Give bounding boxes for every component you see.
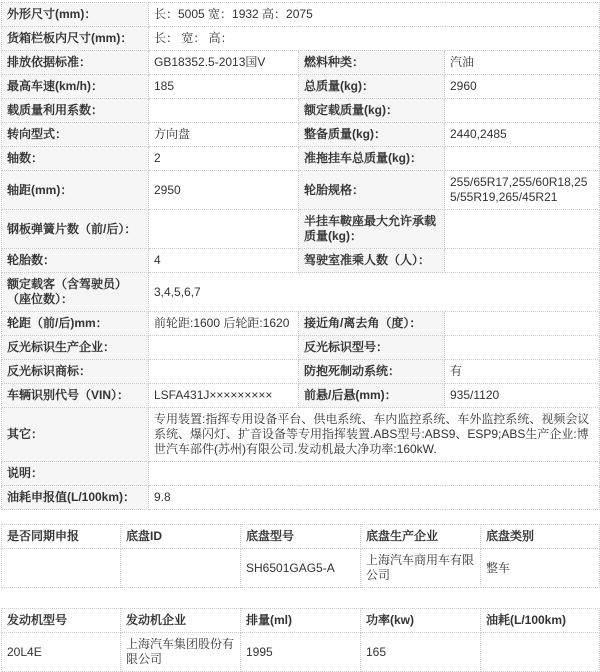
chassis-cell: 上海汽车商用车有限公司 xyxy=(361,549,481,588)
spec-row-tire-count-cab xyxy=(2,249,600,273)
spec-value-cell xyxy=(149,336,299,360)
spec-label-cell: 外形尺寸(mm)： xyxy=(2,3,149,27)
spec-value-cell xyxy=(149,462,600,486)
spec-value-cell: 汽油 xyxy=(445,51,600,75)
spec-row-other xyxy=(2,408,600,462)
spec-row-notes xyxy=(2,462,600,486)
spec-label-cell: 额定载客（含驾驶员）（座位数）： xyxy=(2,273,149,312)
spec-row-track-angles xyxy=(2,312,600,336)
spec-label-cell: 载质量利用系数： xyxy=(2,99,149,123)
spec-value-cell xyxy=(445,210,600,249)
spec-value-cell xyxy=(445,147,600,171)
spec-label-cell: 轴距(mm)： xyxy=(2,171,149,210)
spec-label-cell: 反光标识型号： xyxy=(299,336,445,360)
spec-value-cell: 9.8 xyxy=(149,486,600,510)
spec-label-cell: 货箱栏板内尺寸(mm)： xyxy=(2,27,149,51)
chassis-table xyxy=(1,524,600,588)
engine-cell: 1995 xyxy=(241,633,361,672)
engine-cell: 上海汽车集团股份有限公司 xyxy=(121,633,241,672)
spec-value-cell: 2960 xyxy=(445,75,600,99)
spec-label-cell: 总质量(kg)： xyxy=(299,75,445,99)
spec-row-steering-curb xyxy=(2,123,600,147)
spec-value-cell: 长：5005 宽：1932 高：2075 xyxy=(149,3,600,27)
spec-label-cell: 半挂车鞍座最大允许承载质量(kg)： xyxy=(299,210,445,249)
chassis-cell xyxy=(2,549,121,588)
spec-value-cell: 4 xyxy=(149,249,299,273)
spec-label-cell: 反光标识商标： xyxy=(2,360,149,384)
chassis-cell: 整车 xyxy=(481,549,600,588)
spec-row-reflective-brand-abs xyxy=(2,360,600,384)
engine-cell xyxy=(481,633,600,672)
spec-label-cell: 防抱死制动系统： xyxy=(299,360,445,384)
spec-row-springs-saddle xyxy=(2,210,600,249)
spec-value-cell: 3,4,5,6,7 xyxy=(149,273,600,312)
spec-label-cell: 燃料种类： xyxy=(299,51,445,75)
spec-label-cell: 驾驶室准乘人数（人）： xyxy=(299,249,445,273)
spec-label-cell: 车辆识别代号（VIN）： xyxy=(2,384,149,408)
spec-label-cell: 说明： xyxy=(2,462,149,486)
chassis-cell: SH6501GAG5-A xyxy=(241,549,361,588)
spec-label-cell: 其它： xyxy=(2,408,149,462)
spec-value-cell xyxy=(149,99,299,123)
spec-row-load-factor xyxy=(2,99,600,123)
spec-value-cell xyxy=(445,249,600,273)
spec-value-cell: 有 xyxy=(445,360,600,384)
chassis-header-cell: 底盘ID xyxy=(121,525,241,549)
chassis-header-cell: 底盘类别 xyxy=(481,525,600,549)
engine-header-cell: 功率(kw) xyxy=(361,609,481,633)
spec-value-cell: 方向盘 xyxy=(149,123,299,147)
spec-row-speed-mass xyxy=(2,75,600,99)
engine-header-cell: 油耗(L/100km) xyxy=(481,609,600,633)
spec-value-cell xyxy=(149,210,299,249)
spec-value-cell: 2950 xyxy=(149,171,299,210)
spec-value-cell: 935/1120 xyxy=(445,384,600,408)
spec-value-cell: 185 xyxy=(149,75,299,99)
engine-data-row xyxy=(2,633,600,672)
spec-value-cell: 前轮距:1600 后轮距:1620 xyxy=(149,312,299,336)
spec-value-cell xyxy=(149,360,299,384)
chassis-data-row xyxy=(2,549,600,588)
spec-label-cell: 最高车速(km/h)： xyxy=(2,75,149,99)
spec-row-reflective-maker xyxy=(2,336,600,360)
spec-label-cell: 轮胎规格： xyxy=(299,171,445,210)
chassis-header-cell: 底盘型号 xyxy=(241,525,361,549)
spec-row-dimensions xyxy=(2,3,600,27)
engine-header-cell: 排量(ml) xyxy=(241,609,361,633)
chassis-header-row xyxy=(2,525,600,549)
spec-row-axles-trailer xyxy=(2,147,600,171)
spec-label-cell: 转向型式： xyxy=(2,123,149,147)
spec-label-cell: 油耗申报值(L/100km)： xyxy=(2,486,149,510)
spec-value-cell: 255/65R17,255/60R18,255/55R19,265/45R21 xyxy=(445,171,600,210)
spec-value-cell xyxy=(445,336,600,360)
spec-value-cell xyxy=(445,312,600,336)
spec-row-vin-overhang xyxy=(2,384,600,408)
chassis-header-cell: 底盘生产企业 xyxy=(361,525,481,549)
spec-label-cell: 整备质量(kg)： xyxy=(299,123,445,147)
spec-label-cell: 轴数： xyxy=(2,147,149,171)
spec-row-cargo-box xyxy=(2,27,600,51)
engine-header-cell: 发动机企业 xyxy=(121,609,241,633)
chassis-header-cell: 是否同期申报 xyxy=(2,525,121,549)
engine-cell: 20L4E xyxy=(2,633,121,672)
spec-label-cell: 轮距（前/后)mm： xyxy=(2,312,149,336)
spec-label-cell: 额定载质量(kg)： xyxy=(299,99,445,123)
spec-label-cell: 反光标识生产企业： xyxy=(2,336,149,360)
engine-header-cell: 发动机型号 xyxy=(2,609,121,633)
spec-row-wheelbase-tires xyxy=(2,171,600,210)
spec-value-cell xyxy=(445,99,600,123)
spec-label-cell: 轮胎数： xyxy=(2,249,149,273)
spec-row-emission-fuel xyxy=(2,51,600,75)
engine-header-row xyxy=(2,609,600,633)
spec-value-cell: 长： 宽： 高： xyxy=(149,27,600,51)
engine-cell: 165 xyxy=(361,633,481,672)
spec-value-cell: 专用装置:指挥专用设备平台、供电系统、车内监控系统、车外监控系统、视频会议系统、爆闪灯、扩音设备等专用指挥装置.ABS型号:ABS9、ESP9;ABS生产企业:博世汽车部件(苏州)有限公司.发动机最大净功率:160kW. xyxy=(149,408,600,462)
spec-label-cell: 接近角/离去角（度）： xyxy=(299,312,445,336)
chassis-cell xyxy=(121,549,241,588)
spec-value-cell: 2440,2485 xyxy=(445,123,600,147)
vehicle-spec-table xyxy=(1,2,600,510)
spec-label-cell: 前悬/后悬(mm)： xyxy=(299,384,445,408)
spec-value-cell: GB18352.5-2013国V xyxy=(149,51,299,75)
spec-value-cell: 2 xyxy=(149,147,299,171)
spec-label-cell: 排放依据标准： xyxy=(2,51,149,75)
engine-table xyxy=(1,608,600,672)
spec-label-cell: 准拖挂车总质量(kg)： xyxy=(299,147,445,171)
spec-value-cell: LSFA431J××××××××× xyxy=(149,384,299,408)
spec-label-cell: 钢板弹簧片数（前/后）： xyxy=(2,210,149,249)
spec-row-seats xyxy=(2,273,600,312)
spec-row-fuel-consumption xyxy=(2,486,600,510)
